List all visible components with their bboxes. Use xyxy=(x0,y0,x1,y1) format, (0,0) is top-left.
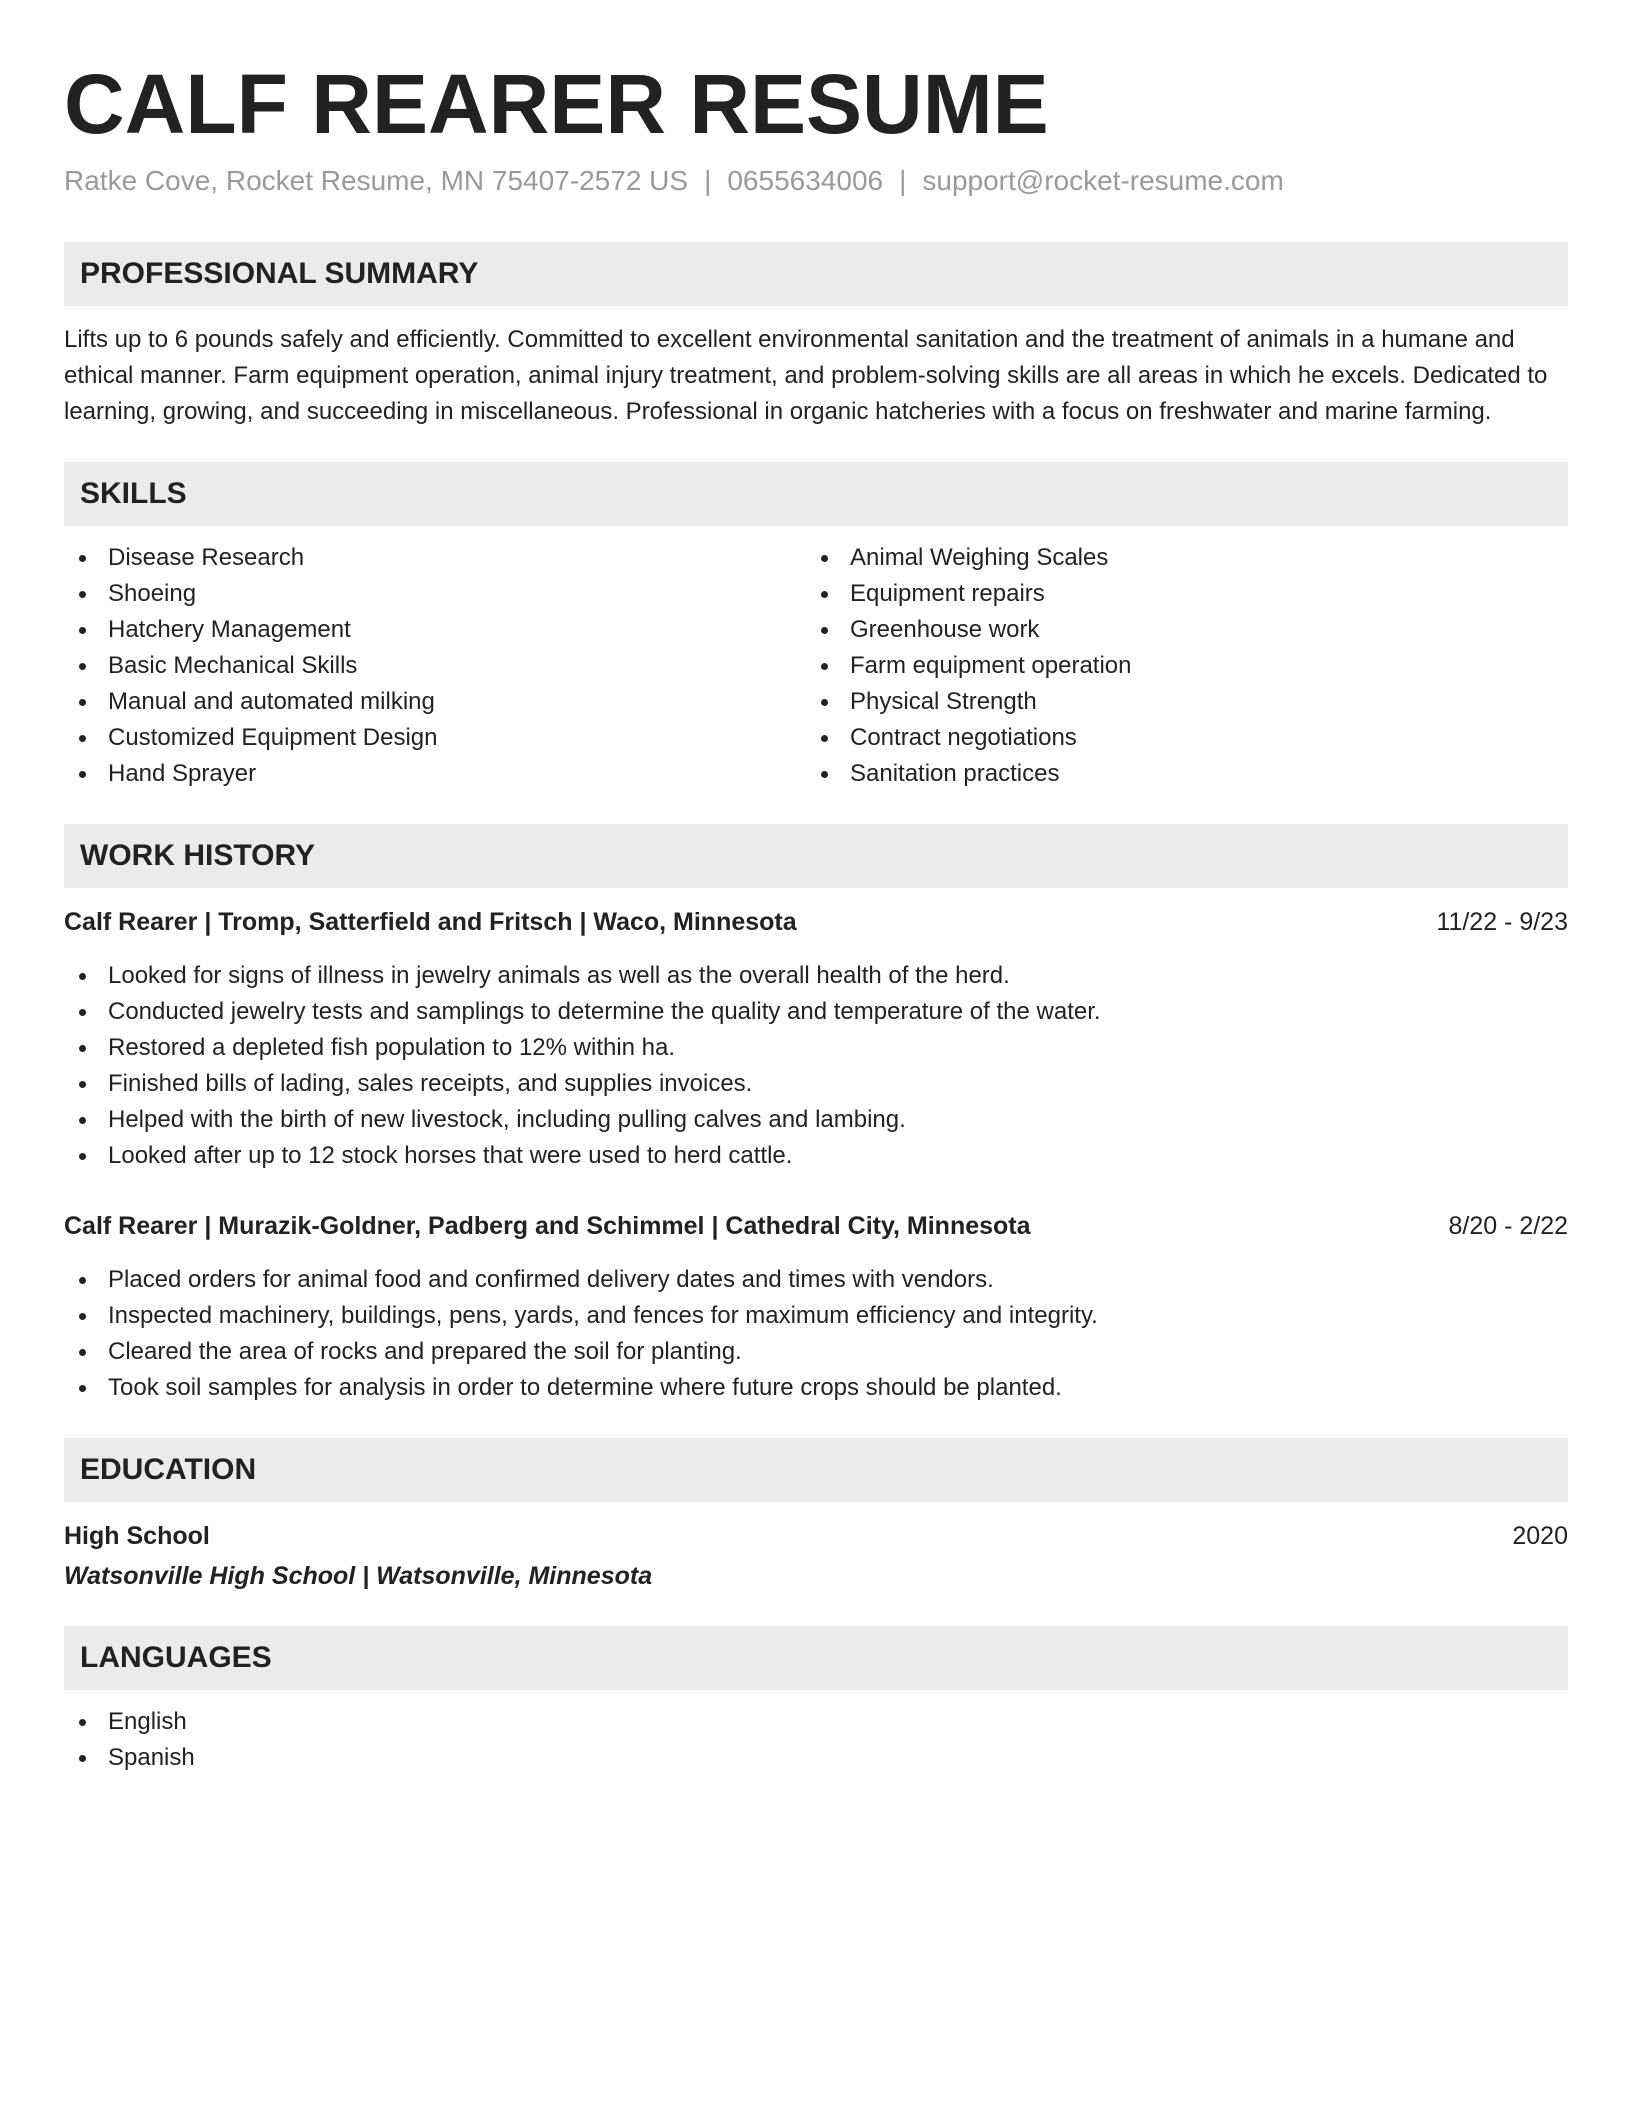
skill-item: Farm equipment operation xyxy=(806,648,1548,684)
education-row xyxy=(64,1518,1568,1554)
job-bullet: Conducted jewelry tests and samplings to determine the quality and temperature of the water. xyxy=(64,994,1568,1030)
contact-separator: | xyxy=(704,165,712,196)
section-header-summary: PROFESSIONAL SUMMARY xyxy=(64,242,1568,306)
skill-item: Customized Equipment Design xyxy=(64,720,806,756)
skill-item: Manual and automated milking xyxy=(64,684,806,720)
skill-item: Greenhouse work xyxy=(806,612,1548,648)
skill-item: Hand Sprayer xyxy=(64,756,806,792)
language-item: English xyxy=(64,1704,1568,1740)
skills-column-left xyxy=(64,542,806,792)
skill-item: Disease Research xyxy=(64,540,806,576)
skill-item: Equipment repairs xyxy=(806,576,1548,612)
languages-list xyxy=(64,1704,1568,1776)
skill-item: Sanitation practices xyxy=(806,756,1548,792)
job-title: Calf Rearer | Murazik-Goldner, Padberg and Schimmel | Cathedral City, Minnesota xyxy=(64,1212,1031,1240)
education-degree: High School xyxy=(64,1522,210,1550)
job-header xyxy=(64,904,1568,940)
skill-item: Shoeing xyxy=(64,576,806,612)
language-item: Spanish xyxy=(64,1740,1568,1776)
resume-page xyxy=(64,0,1568,1776)
job-header xyxy=(64,1208,1568,1244)
job-bullet: Restored a depleted fish population to 12% within ha. xyxy=(64,1030,1568,1066)
job-dates: 8/20 - 2/22 xyxy=(1448,1212,1568,1240)
job-bullet: Cleared the area of rocks and prepared the soil for planting. xyxy=(64,1334,1568,1370)
section-header-work-history: WORK HISTORY xyxy=(64,824,1568,888)
contact-phone: 0655634006 xyxy=(727,165,884,196)
job-title: Calf Rearer | Tromp, Satterfield and Fritsch | Waco, Minnesota xyxy=(64,908,797,936)
summary-text: Lifts up to 6 pounds safely and efficiently. Committed to excellent environmental sanitation and the treatment of animals in a humane and ethical manner. Farm equipment operation, animal injury treatment, and problem-solving skills are all areas in which he excels. Dedicated to learning, growing, and succeeding in miscellaneous. Professional in organic hatcheries with a focus on freshwater and marine farming. xyxy=(64,326,1548,425)
contact-separator: | xyxy=(899,165,907,196)
skill-item: Animal Weighing Scales xyxy=(806,540,1548,576)
contact-line xyxy=(64,162,1568,200)
job-bullet: Placed orders for animal food and confirmed delivery dates and times with vendors. xyxy=(64,1262,1568,1298)
job-bullet: Finished bills of lading, sales receipts, and supplies invoices. xyxy=(64,1066,1568,1102)
section-header-skills: SKILLS xyxy=(64,462,1568,526)
contact-address: Ratke Cove, Rocket Resume, MN 75407-2572 US xyxy=(64,165,689,196)
section-header-education: EDUCATION xyxy=(64,1438,1568,1502)
education-year: 2020 xyxy=(1512,1522,1568,1550)
skills-column-right xyxy=(806,542,1548,792)
contact-email: support@rocket-resume.com xyxy=(922,165,1284,196)
job-entry xyxy=(64,904,1568,1174)
job-bullets xyxy=(64,958,1568,1174)
job-dates: 11/22 - 9/23 xyxy=(1436,908,1568,936)
skill-item: Physical Strength xyxy=(806,684,1548,720)
job-bullet: Inspected machinery, buildings, pens, yards, and fences for maximum efficiency and integrity. xyxy=(64,1298,1568,1334)
job-bullet: Helped with the birth of new livestock, including pulling calves and lambing. xyxy=(64,1102,1568,1138)
skill-item: Hatchery Management xyxy=(64,612,806,648)
resume-title: CALF REARER RESUME xyxy=(64,57,1049,151)
section-header-languages: LANGUAGES xyxy=(64,1626,1568,1690)
education-school: Watsonville High School | Watsonville, Minnesota xyxy=(64,1562,653,1590)
skill-item: Contract negotiations xyxy=(806,720,1548,756)
job-bullet: Looked for signs of illness in jewelry animals as well as the overall health of the herd. xyxy=(64,958,1568,994)
skills-grid xyxy=(64,542,1568,792)
job-bullet: Took soil samples for analysis in order to determine where future crops should be planted. xyxy=(64,1370,1568,1406)
job-bullets xyxy=(64,1262,1568,1406)
job-bullet: Looked after up to 12 stock horses that were used to herd cattle. xyxy=(64,1138,1568,1174)
job-entry xyxy=(64,1208,1568,1406)
skill-item: Basic Mechanical Skills xyxy=(64,648,806,684)
